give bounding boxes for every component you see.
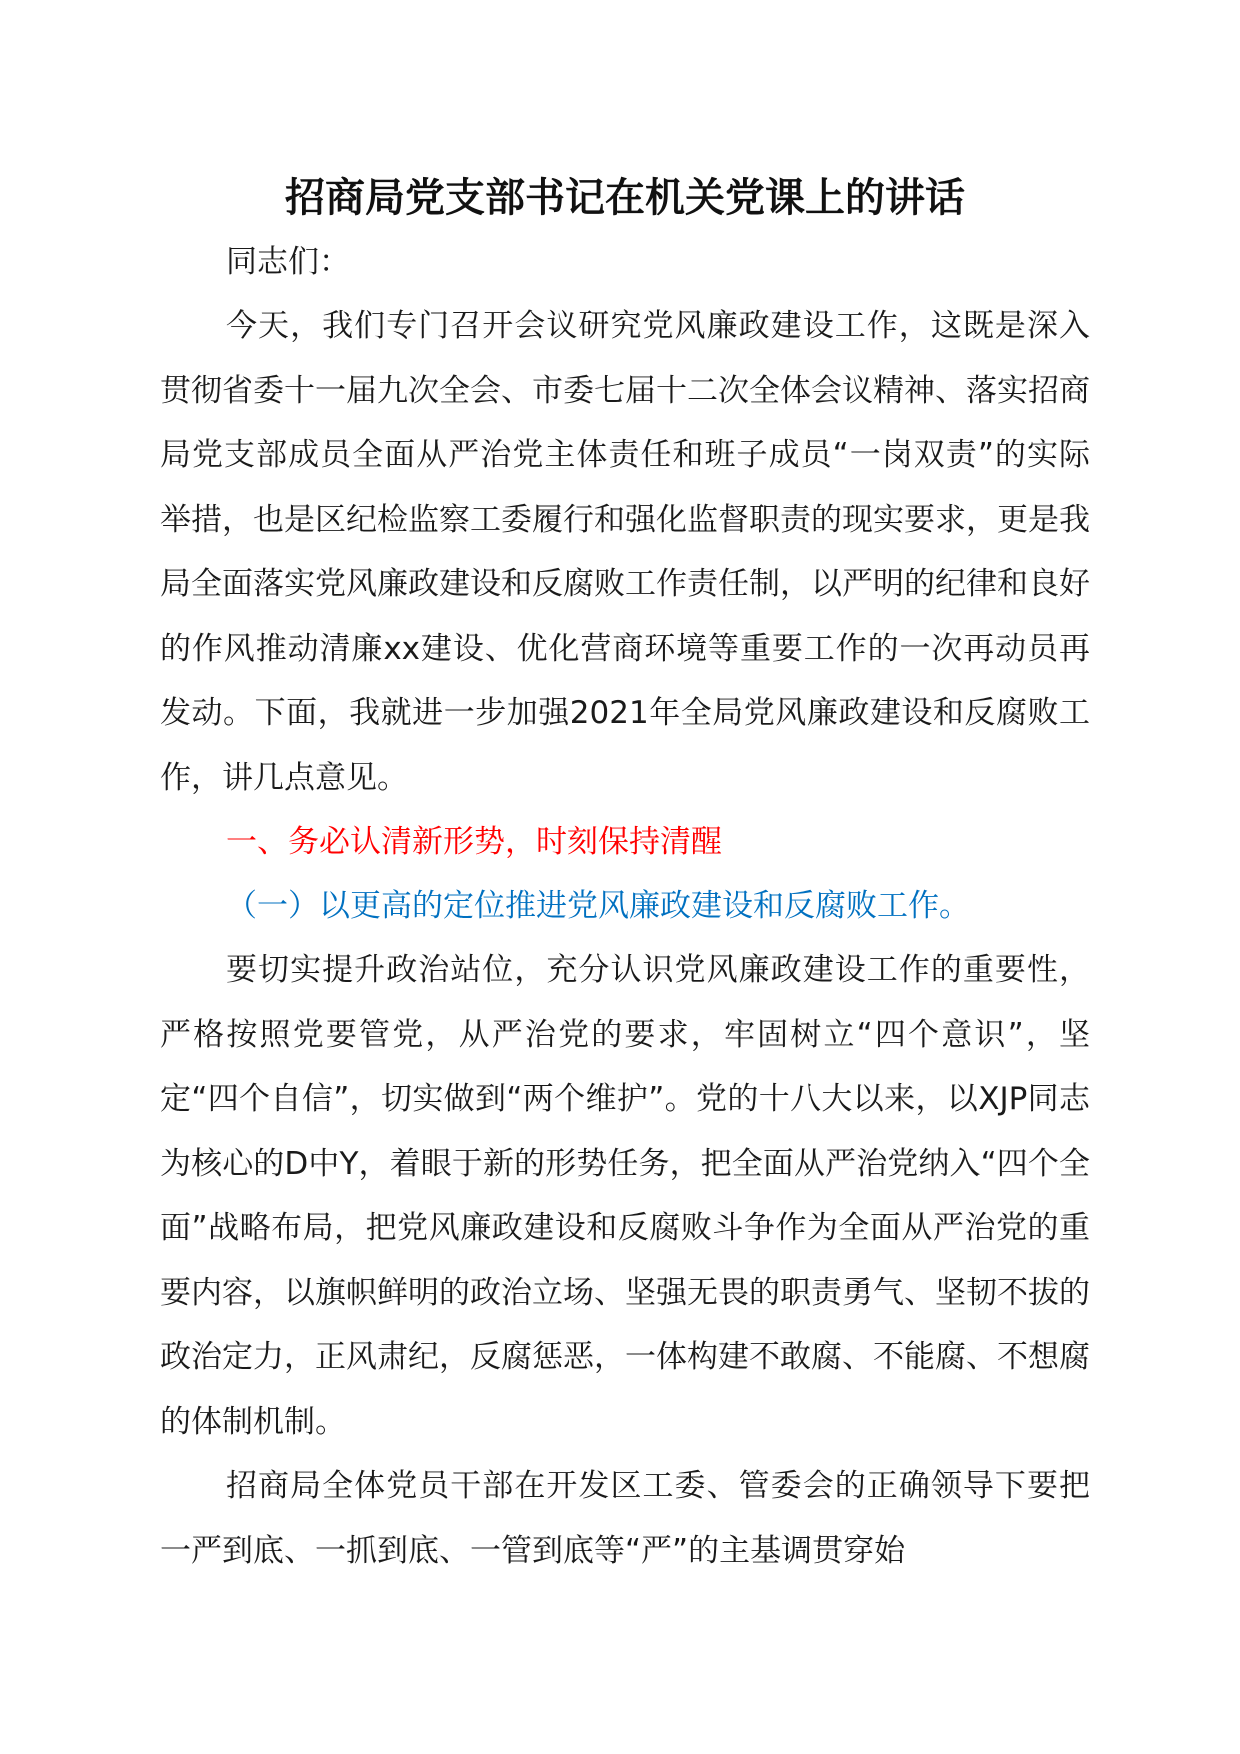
document-title: 招商局党支部书记在机关党课上的讲话 — [285, 175, 965, 221]
subsection-heading-1: （一）以更高的定位推进党风廉政建设和反腐败工作。 — [226, 888, 970, 924]
salutation: 同志们： — [226, 244, 350, 280]
intro-paragraph: 今天，我们专门召开会议研究党风廉政建设工作，这既是深入贯彻省委十一届九次全会、市委七届十二次全体会议精神、落实招商局党支部成员全面从严治党主体责任和班子成员“一岗双责”的实际举措，也是区纪检监察工委履行和强化监督职责的现实要求，更是我局全面落实党风廉政建设和反腐败工作责任制，以严明的纪律和良好的作风推动清廉xx建设、优化营商环境等重要工作的一次再动员再发动。下面，我就进一步加强2021年全局党风廉政建设和反腐败工作，讲几点意见。 — [160, 308, 1090, 796]
document-body — [160, 170, 1090, 1583]
body-paragraph-1: 要切实提升政治站位，充分认识党风廉政建设工作的重要性，严格按照党要管党，从严治党的要求，牢固树立“四个意识”，坚定“四个自信”，切实做到“两个维护”。党的十八大以来，以XJP同志为核心的D中Y，着眼于新的形势任务，把全面从严治党纳入“四个全面”战略布局，把党风廉政建设和反腐败斗争作为全面从严治党的重要内容，以旗帜鲜明的政治立场、坚强无畏的职责勇气、坚韧不拔的政治定力，正风肃纪，反腐惩恶，一体构建不敢腐、不能腐、不想腐的体制机制。 — [160, 952, 1090, 1440]
body-paragraph-2: 招商局全体党员干部在开发区工委、管委会的正确领导下要把一严到底、一抓到底、一管到底等“严”的主基调贯穿始 — [160, 1468, 1090, 1569]
section-heading-1: 一、务必认清新形势，时刻保持清醒 — [226, 824, 722, 860]
